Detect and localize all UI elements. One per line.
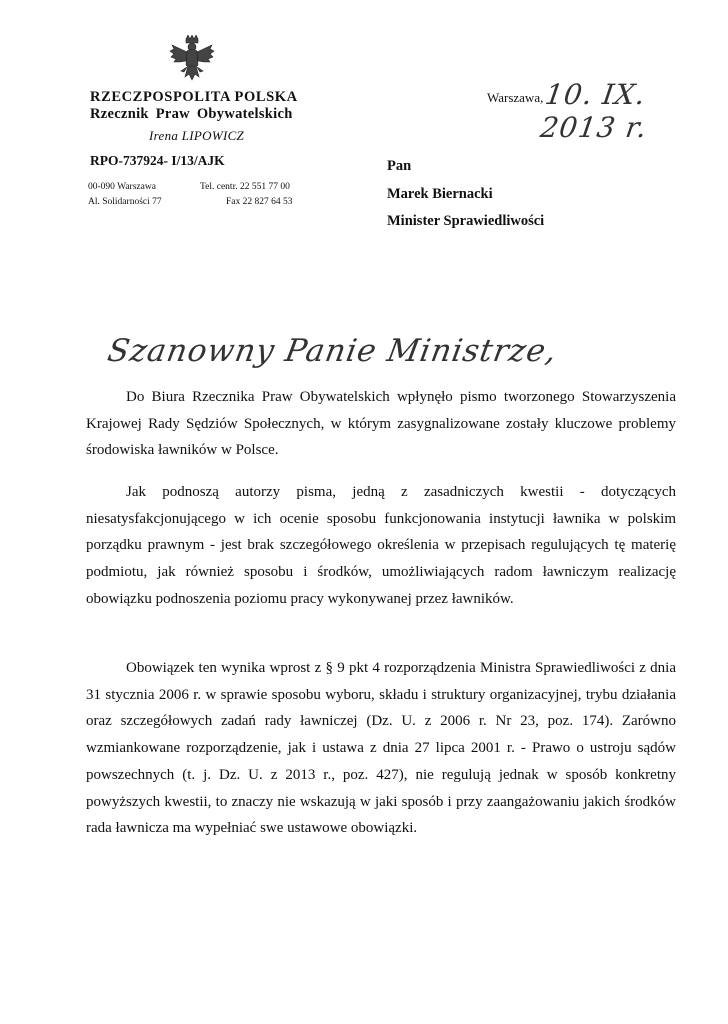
fax-number: Fax 22 827 64 53	[226, 197, 293, 207]
handwritten-date: 10. IX. 2013 r.	[538, 78, 650, 144]
organization-name: RZECZPOSPOLITA POLSKA	[90, 89, 298, 105]
body-paragraph-1: Do Biura Rzecznika Praw Obywatelskich wpłynęło pismo tworzonego Stowarzyszenia Krajowej Rady Sędziów Społecznych, w którym zasygnalizowane zostały kluczowe problemy środowiska ławników w Polsce.	[86, 389, 676, 459]
address-line-2: Al. Solidarności 77	[88, 197, 162, 207]
polish-eagle-emblem-icon	[168, 35, 216, 87]
dateline-place: Warszawa,	[487, 90, 544, 105]
official-name: Irena LIPOWICZ	[149, 128, 245, 143]
recipient-salutation: Pan	[387, 158, 412, 174]
recipient-title: Minister Sprawiedliwości	[387, 213, 545, 229]
handwritten-greeting: Szanowny Panie Ministrze,	[104, 333, 561, 369]
organization-office: Rzecznik Praw Obywatelskich	[90, 106, 293, 122]
phone-number: Tel. centr. 22 551 77 00	[200, 182, 290, 192]
body-paragraph-3: Obowiązek ten wynika wprost z § 9 pkt 4 rozporządzenia Ministra Sprawiedliwości z dnia 31 stycznia 2006 r. w sprawie sposobu wyboru, składu i struktury organizacyjnej, trybu działania oraz szczegółowych zadań rady ławniczej (Dz. U. z 2006 r. Nr 23, poz. 174). Zarówno wzmiankowane rozporządzenie, jak i ustawa z dnia 27 lipca 2001 r. - Prawo o ustroju sądów powszechnych (t. j. Dz. U. z 2013 r., poz. 427), nie regulują jednak w sposób konkretny powyższych kwestii, to znaczy nie wskazują w jaki sposób i przy zaangażowaniu jakich środków rada ławnicza ma wypełniać swe ustawowe obowiązki.	[86, 660, 676, 837]
reference-number: RPO-737924- I/13/AJK	[90, 153, 225, 168]
body-paragraph-2: Jak podnoszą autorzy pisma, jedną z zasadniczych kwestii - dotyczących niesatysfakcjonującego w ich ocenie sposobu funkcjonowania instytucji ławnika w polskim porządku prawnym - jest brak szczegółowego określenia w przepisach regulujących tę materię podmiotu, jak również sposobu i środków, umożliwiających radom ławniczym realizację obowiązku podnoszenia poziomu pracy wykonywanej przez ławników.	[86, 484, 676, 607]
address-line-1: 00-090 Warszawa	[88, 182, 156, 192]
recipient-name: Marek Biernacki	[387, 186, 493, 202]
